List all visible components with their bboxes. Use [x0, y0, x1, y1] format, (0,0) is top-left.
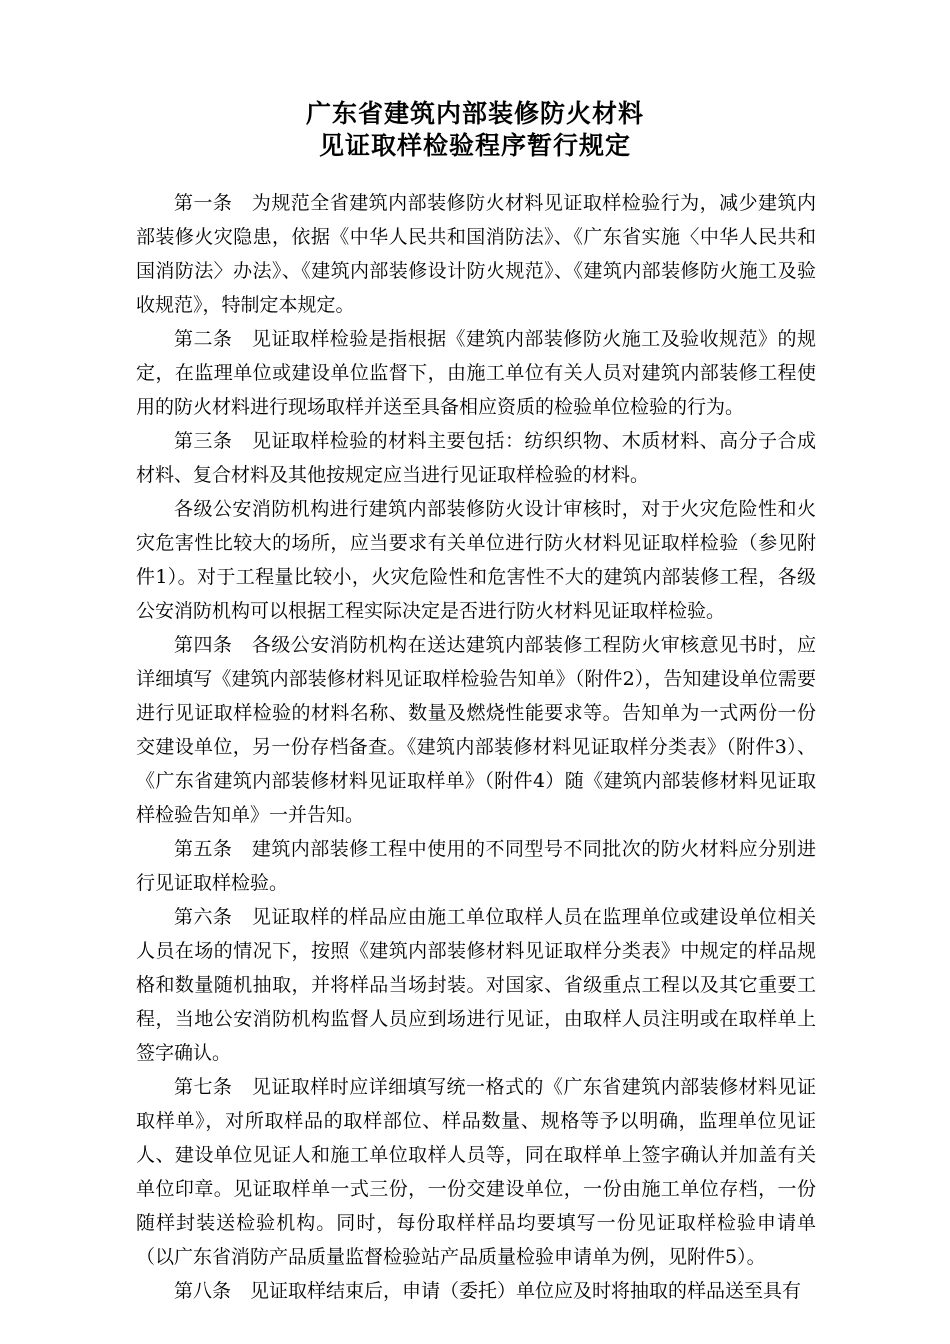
document-title — [0, 98, 950, 162]
paragraph-article-6: 第六条 见证取样的样品应由施工单位取样人员在监理单位或建设单位相关人员在场的情况下，按照《建筑内部装修材料见证取样分类表》中规定的样品规格和数量随机抽取，并将样品当场封装。对国家、省级重点工程以及其它重要工程，当地公安消防机构监督人员应到场进行见证，由取样人员注明或在取样单上签字确认。 — [136, 906, 816, 1064]
document-body — [136, 186, 816, 1308]
title-line-2: 见证取样检验程序暂行规定 — [318, 131, 631, 160]
paragraph-article-7: 第七条 见证取样时应详细填写统一格式的《广东省建筑内部装修材料见证取样单》，对所取样品的取样部位、样品数量、规格等予以明确，监理单位见证人、建设单位见证人和施工单位取样人员等，同在取样单上签字确认并加盖有关单位印章。见证取样单一式三份，一份交建设单位，一份由施工单位存档，一份随样封装送检验机构。同时，每份取样样品均要填写一份见证取样检验申请单（以广东省消防产品质量监督检验站产品质量检验申请单为例，见附件5）。 — [136, 1076, 816, 1268]
paragraph-article-5: 第五条 建筑内部装修工程中使用的不同型号不同批次的防火材料应分别进行见证取样检验。 — [136, 838, 816, 894]
title-line-1: 广东省建筑内部装修防火材料 — [305, 99, 644, 128]
paragraph-article-3-continued: 各级公安消防机构进行建筑内部装修防火设计审核时，对于火灾危险性和火灾危害性比较大的场所，应当要求有关单位进行防火材料见证取样检验（参见附件1）。对于工程量比较小，火灾危险性和危害性不大的建筑内部装修工程，各级公安消防机构可以根据工程实际决定是否进行防火材料见证取样检验。 — [136, 498, 816, 622]
paragraph-article-2: 第二条 见证取样检验是指根据《建筑内部装修防火施工及验收规范》的规定，在监理单位或建设单位监督下，由施工单位有关人员对建筑内部装修工程使用的防火材料进行现场取样并送至具备相应资质的检验单位检验的行为。 — [136, 328, 816, 418]
paragraph-article-3: 第三条 见证取样检验的材料主要包括：纺织织物、木质材料、高分子合成材料、复合材料及其他按规定应当进行见证取样检验的材料。 — [136, 430, 816, 486]
paragraph-article-4: 第四条 各级公安消防机构在送达建筑内部装修工程防火审核意见书时，应详细填写《建筑内部装修材料见证取样检验告知单》（附件2），告知建设单位需要进行见证取样检验的材料名称、数量及燃烧性能要求等。告知单为一式两份一份交建设单位，另一份存档备查。《建筑内部装修材料见证取样分类表》（附件3）、《广东省建筑内部装修材料见证取样单》（附件4）随《建筑内部装修材料见证取样检验告知单》一并告知。 — [136, 634, 816, 826]
paragraph-article-1: 第一条 为规范全省建筑内部装修防火材料见证取样检验行为，减少建筑内部装修火灾隐患，依据《中华人民共和国消防法》、《广东省实施〈中华人民共和国消防法〉办法》、《建筑内部装修设计防火规范》、《建筑内部装修防火施工及验收规范》，特制定本规定。 — [136, 192, 816, 316]
paragraph-article-8: 第八条 见证取样结束后，申请（委托）单位应及时将抽取的样品送至具有 — [174, 1280, 802, 1302]
